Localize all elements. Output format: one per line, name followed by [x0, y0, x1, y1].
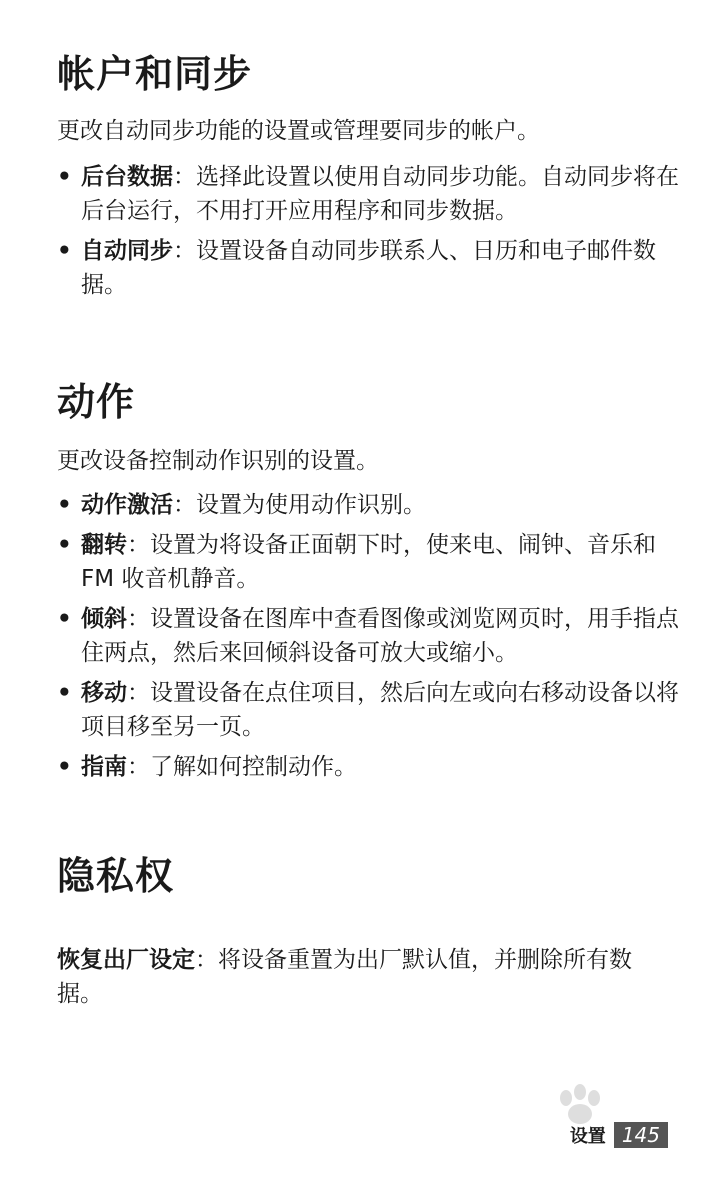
item-desc: ：设置设备在点住项目，然后向左或向右移动设备以将项目移至另一页。 — [81, 680, 679, 740]
item-term: 翻转 — [81, 532, 127, 558]
bullet-dot: • — [57, 164, 72, 190]
item-desc: ：设置设备自动同步联系人、日历和电子邮件数据。 — [81, 238, 656, 298]
bullet-dot: • — [57, 492, 72, 518]
list-item — [57, 602, 682, 670]
section-intro-accounts-sync: 更改自动同步功能的设置或管理要同步的帐户。 — [57, 118, 540, 144]
list-item — [57, 234, 682, 302]
item-desc: ：将设备重置为出厂默认值，并删除所有数据。 — [57, 947, 632, 1007]
footer-section-label: 设置 — [569, 1126, 606, 1147]
item-term: 指南 — [81, 754, 127, 780]
bullet-list-motion — [57, 488, 682, 790]
watermark-paw-icon — [496, 1080, 686, 1160]
item-desc: ：了解如何控制动作。 — [127, 754, 357, 780]
item-desc: ：设置为使用动作识别。 — [173, 492, 426, 518]
page-number: 145 — [614, 1122, 668, 1148]
bullet-dot: • — [57, 238, 72, 264]
bullet-dot: • — [57, 532, 72, 558]
item-term: 自动同步 — [81, 238, 173, 264]
item-term: 后台数据 — [81, 164, 173, 190]
section-intro-motion: 更改设备控制动作识别的设置。 — [57, 448, 379, 474]
bullet-dot: • — [57, 680, 72, 706]
item-term: 恢复出厂设定 — [57, 947, 195, 973]
section-body-privacy — [57, 943, 667, 1011]
item-desc: ：设置为将设备正面朝下时，使来电、闹钟、音乐和 FM 收音机静音。 — [81, 532, 656, 592]
section-title-privacy: 隐私权 — [57, 854, 175, 898]
list-item — [57, 676, 682, 744]
page-footer — [570, 1122, 668, 1148]
list-item — [57, 488, 682, 522]
item-term: 动作激活 — [81, 492, 173, 518]
item-desc: ：设置设备在图库中查看图像或浏览网页时，用手指点住两点，然后来回倾斜设备可放大或缩小。 — [81, 606, 679, 666]
list-item — [57, 750, 682, 784]
item-term: 移动 — [81, 680, 127, 706]
section-title-accounts-sync: 帐户和同步 — [57, 52, 253, 96]
list-item — [57, 160, 682, 228]
item-desc: ：选择此设置以使用自动同步功能。自动同步将在后台运行，不用打开应用程序和同步数据。 — [81, 164, 679, 224]
bullet-dot: • — [57, 606, 72, 632]
bullet-dot: • — [57, 754, 72, 780]
bullet-list-accounts-sync — [57, 160, 682, 308]
list-item — [57, 528, 682, 596]
section-title-motion: 动作 — [57, 380, 136, 424]
item-term: 倾斜 — [81, 606, 127, 632]
